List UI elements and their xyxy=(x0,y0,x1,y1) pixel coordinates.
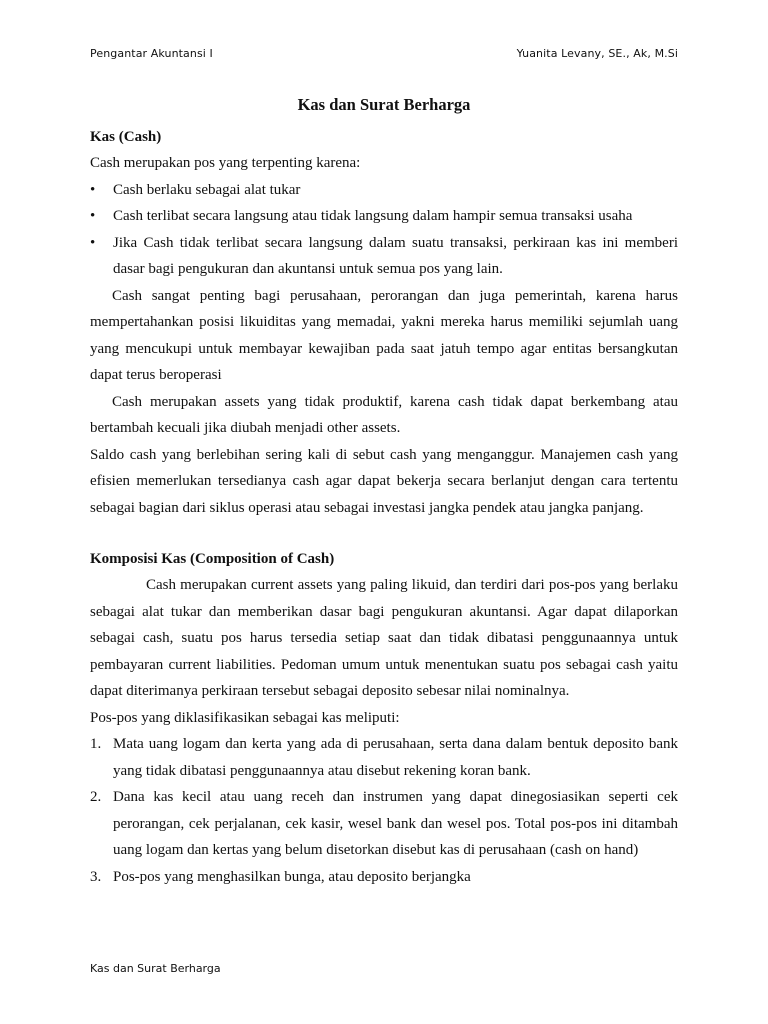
list-number: 2. xyxy=(90,789,102,805)
paragraph: Cash merupakan assets yang tidak produktif, karena cash tidak dapat berkembang atau bertambah kecuali jika diubah menjadi other assets. xyxy=(90,393,678,436)
paragraph: Pos-pos yang diklasifikasikan sebagai kas meliputi: xyxy=(90,709,400,726)
list-item-text: Jika Cash tidak terlibat secara langsung dalam suatu transaksi, perkiraan kas ini memberi dasar bagi pengukuran dan akuntansi untuk semua pos yang lain. xyxy=(113,234,678,277)
section-heading-komposisi: Komposisi Kas (Composition of Cash) xyxy=(90,551,335,567)
section1-intro: Cash merupakan pos yang terpenting karena: xyxy=(90,155,361,171)
paragraph: Cash merupakan current assets yang paling likuid, dan terdiri dari pos-pos yang berlaku sebagai alat tukar dan memberikan dasar bagi pengukuran akuntansi. Agar dapat dilaporkan sebagai cash, suatu pos harus tersedia setiap saat dan tidak dibatasi penggunaannya untuk pembayaran current liabilities. Pedoman umum untuk menentukan suatu pos sebagai cash yaitu dapat diterimanya perkiraan tersebut sebagai deposito sebesar nilai nominalnya. xyxy=(90,577,678,699)
list-item-text: Cash terlibat secara langsung atau tidak langsung dalam hampir semua transaksi usaha xyxy=(113,208,633,224)
list-item xyxy=(90,230,678,283)
section-heading-kas: Kas (Cash) xyxy=(90,129,162,145)
spacer xyxy=(90,521,678,546)
list-item xyxy=(90,177,678,204)
list-item-text: Cash berlaku sebagai alat tukar xyxy=(113,181,301,198)
paragraph: Cash sangat penting bagi perusahaan, perorangan dan juga pemerintah, karena harus mempertahankan posisi likuiditas yang memadai, yakni mereka harus memiliki sejumlah uang yang mencukupi untuk membayar kewajiban pada saat jatuh tempo agar entitas bersangkutan dapat terus beroperasi xyxy=(90,287,678,383)
footer-title: Kas dan Surat Berharga xyxy=(90,962,221,975)
list-number: 3. xyxy=(90,868,102,885)
bullet-icon: • xyxy=(90,234,96,251)
list-item xyxy=(90,784,678,864)
list-item xyxy=(90,203,678,230)
list-item xyxy=(90,864,678,891)
list-number: 1. xyxy=(90,736,102,752)
list-item-text: Mata uang logam dan kerta yang ada di perusahaan, serta dana dalam bentuk deposito bank yang tidak dibatasi penggunaannya atau disebut rekening koran bank. xyxy=(113,736,678,779)
bullet-list xyxy=(90,177,678,283)
page-content xyxy=(90,92,678,890)
list-item-text: Dana kas kecil atau uang receh dan instrumen yang dapat dinegosiasikan seperti cek perorangan, cek perjalanan, cek kasir, wesel bank dan wesel pos. Total pos-pos ini ditambah uang logam dan kertas yang belum disetorkan disebut kas di perusahaan (cash on hand) xyxy=(113,789,678,858)
list-item-text: Pos-pos yang menghasilkan bunga, atau deposito berjangka xyxy=(113,868,471,885)
numbered-list xyxy=(90,731,678,890)
bullet-icon: • xyxy=(90,181,96,198)
header-left: Pengantar Akuntansi I xyxy=(90,47,213,60)
paragraph: Saldo cash yang berlebihan sering kali di sebut cash yang menganggur. Manajemen cash yang efisien memerlukan tersedianya cash agar dapat bekerja secara berlanjut dengan cara tertentu sebagai bagian dari siklus operasi atau sebagai investasi jangka pendek atau jangka panjang. xyxy=(90,446,678,516)
page-title: Kas dan Surat Berharga xyxy=(297,95,471,114)
header-right: Yuanita Levany, SE., Ak, M.Si xyxy=(516,47,678,60)
bullet-icon: • xyxy=(90,208,96,224)
list-item xyxy=(90,731,678,784)
